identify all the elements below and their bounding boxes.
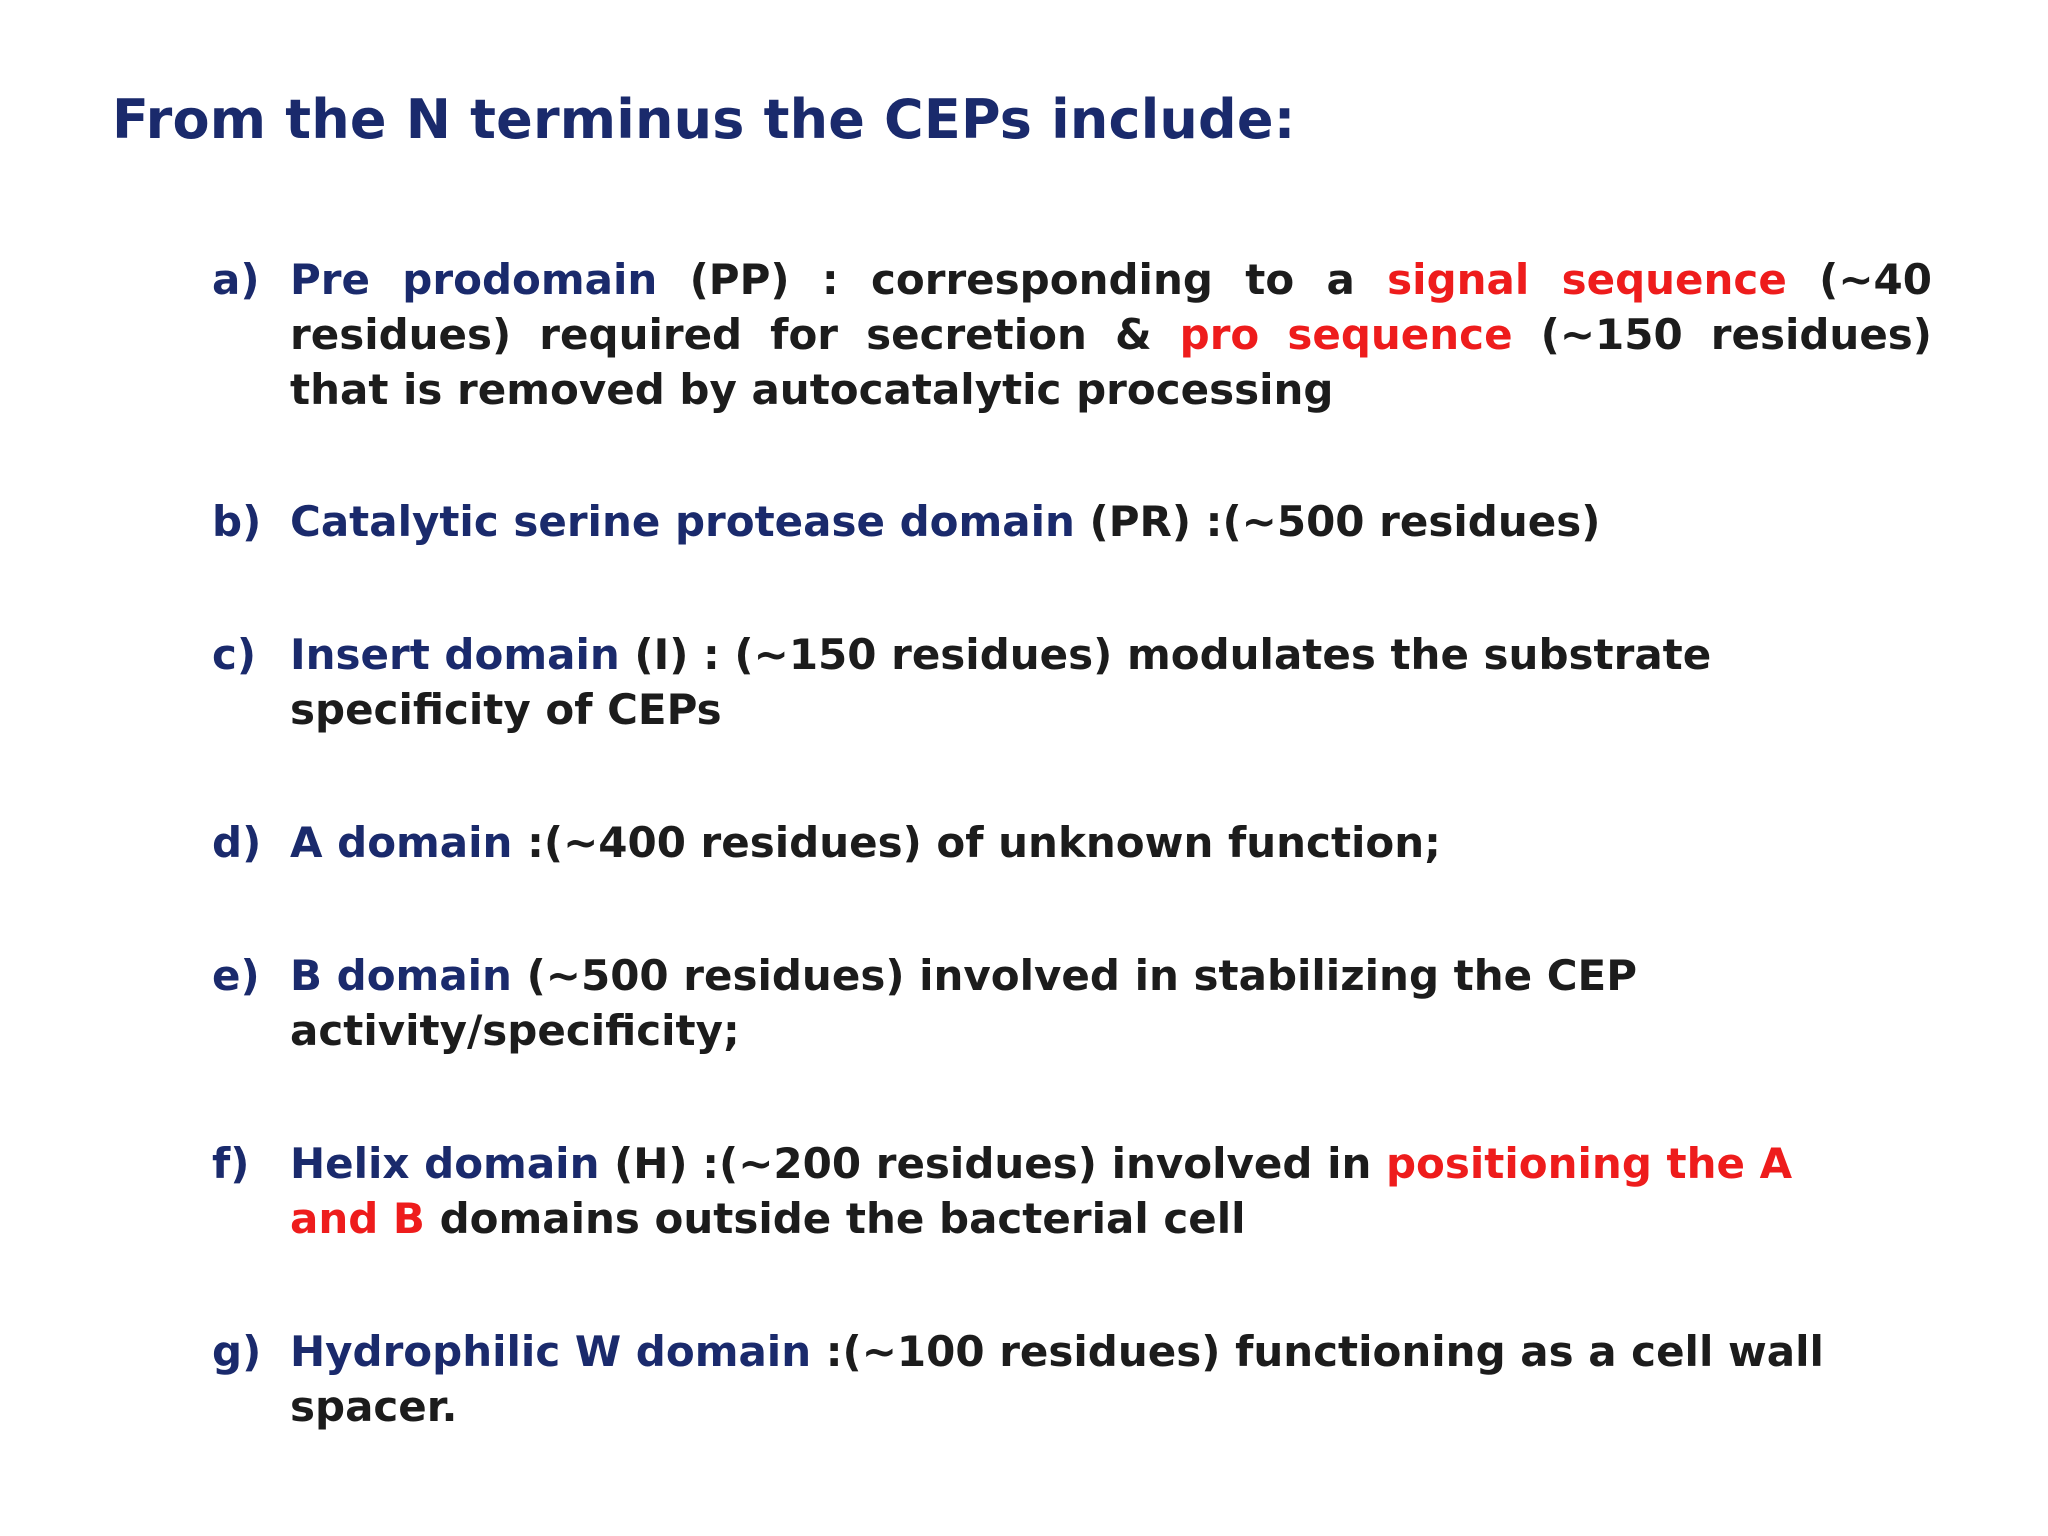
item-text: domains outside the bacterial cell <box>424 1194 1246 1243</box>
item-text: (I) : (~150 residues) modulates the substrate specificity of CEPs <box>290 630 1712 734</box>
list-marker: c) <box>212 630 257 679</box>
list-item-body <box>290 948 1690 1058</box>
list-item-body <box>290 815 1932 870</box>
list-item-body <box>290 1324 1932 1434</box>
list-item-body <box>290 252 1932 417</box>
item-text: (PP) : corresponding to a <box>657 255 1388 304</box>
domain-term: B domain <box>290 951 512 1000</box>
list-marker: a) <box>212 255 260 304</box>
item-text: (PR) :(~500 residues) <box>1074 497 1601 546</box>
item-text: (H) :(~200 residues) involved in <box>599 1139 1386 1188</box>
highlight-text: signal sequence <box>1387 255 1787 304</box>
domain-term: Catalytic serine protease domain <box>290 497 1075 546</box>
list-marker: f) <box>212 1139 250 1188</box>
domain-term: Helix domain <box>290 1139 600 1188</box>
highlight-text: positioning the A and B <box>290 1139 1793 1243</box>
domain-term: Insert domain <box>290 630 620 679</box>
list-marker: b) <box>212 497 262 546</box>
item-text: (~500 residues) involved in stabilizing the CEP activity/specificity; <box>290 951 1638 1055</box>
item-text: :(~400 residues) of unknown function; <box>512 818 1441 867</box>
list-item-body <box>290 627 1932 737</box>
list-marker: e) <box>212 951 260 1000</box>
item-text: (~150 residues) that is removed by autocatalytic processing <box>290 310 1932 414</box>
domain-term: A domain <box>290 818 513 867</box>
domain-term: Pre prodomain <box>290 255 658 304</box>
item-text: (~40 residues) required for secretion & <box>290 255 1932 359</box>
domain-term: Hydrophilic W domain <box>290 1327 812 1376</box>
item-text: :(~100 residues) functioning as a cell wall spacer. <box>290 1327 1824 1431</box>
list-marker: d) <box>212 818 262 867</box>
slide-title: From the N terminus the CEPs include: <box>112 88 1296 151</box>
list-item-body <box>290 494 1932 549</box>
list-marker: g) <box>212 1327 262 1376</box>
highlight-text: pro sequence <box>1179 310 1513 359</box>
list-item-body <box>290 1136 1860 1246</box>
